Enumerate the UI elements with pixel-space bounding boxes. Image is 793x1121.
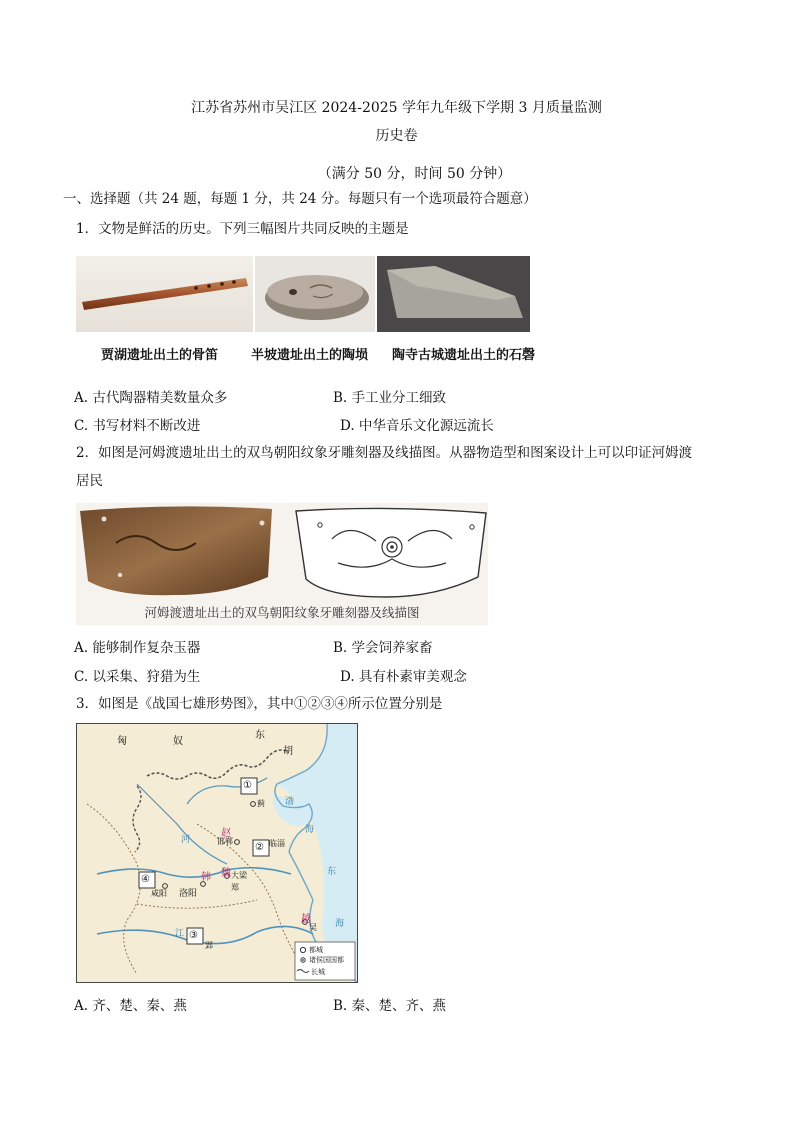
map-label-luoyang: 洛阳 [179,889,198,899]
map-label-ji: 蓟 [257,799,265,808]
map-label-hai-2: 海 [335,919,345,929]
map-label-dong-sea: 东 [327,867,337,877]
stone-chime-image [377,256,530,332]
legend-state-capital: 诸侯国国都 [309,956,344,964]
map-label-river: 河 [181,835,191,845]
map-label-nu: 奴 [173,736,183,747]
q3-option-a[interactable]: A. 齐、楚、秦、燕 [74,998,187,1014]
map-marker-1: ① [243,780,252,791]
map-label-xianyang: 咸阳 [151,889,167,898]
question-2-image-caption: 河姆渡遗址出土的双鸟朝阳纹象牙雕刻器及线描图 [144,605,420,620]
map-label-hann: 韩 [201,872,211,883]
map-label-daliang: 大梁 [231,871,247,880]
map-marker-4: ④ [141,874,150,885]
question-3-stem: 3．如图是《战国七雄形势图》，其中①②③④所示位置分别是 [76,696,443,712]
question-2-stem-line2: 居民 [76,473,103,489]
q3-option-b[interactable]: B. 秦、楚、齐、燕 [333,998,447,1014]
warring-states-map [76,723,358,983]
score-time: （满分 50 分，时间 50 分钟） [317,166,512,182]
q1-option-b[interactable]: B. 手工业分工细致 [333,390,447,406]
legend-great-wall: 长城 [311,968,325,976]
caption-stone-chime: 陶寺古城遗址出土的石磬 [392,348,536,363]
map-label-handan: 邯郸 [217,837,233,846]
map-label-zheng: 郑 [231,883,239,892]
question-1-stem: 1．文物是鲜活的历史。下列三幅图片共同反映的主题是 [76,221,409,237]
map-label-yue: 越 [301,914,311,925]
q2-option-b[interactable]: B. 学会饲养家畜 [333,640,433,656]
question-1-images [76,256,530,332]
map-label-hu: 胡 [283,746,293,757]
section-heading: 一、选择题（共 24 题，每题 1 分，共 24 分。每题只有一个选项最符合题意） [63,191,537,207]
question-2-image [76,503,488,625]
legend-capital: 都城 [309,946,323,954]
caption-pottery-xun: 半坡遗址出土的陶埙 [251,348,369,363]
q1-option-a[interactable]: A. 古代陶器精美数量众多 [74,390,228,406]
map-label-bo: 渤 [285,797,295,807]
q1-option-c[interactable]: C. 书写材料不断改进 [74,418,201,434]
map-label-hai-1: 海 [305,825,315,835]
map-label-linzi: 临淄 [269,839,285,848]
map-marker-3: ③ [189,930,198,941]
pottery-xun-image [255,256,375,332]
exam-title: 江苏省苏州市吴江区 2024-2025 学年九年级下学期 3 月质量监测 [191,100,602,116]
map-label-ying: 郢 [205,941,213,950]
q2-option-c[interactable]: C. 以采集、狩猎为生 [74,669,201,685]
map-label-wu: 吴 [309,923,317,932]
q2-option-d[interactable]: D. 具有朴素审美观念 [340,669,467,685]
bone-flute-image [76,256,253,332]
q2-option-a[interactable]: A. 能够制作复杂玉器 [74,640,201,656]
map-label-xiongnu: 匈 [117,736,127,747]
map-marker-2: ② [255,842,264,853]
map-label-wei: 魏 [221,868,231,879]
exam-subtitle: 历史卷 [375,128,418,144]
caption-bone-flute: 贾湖遗址出土的骨笛 [101,348,219,363]
map-label-jiang: 江 [175,929,185,939]
question-2-stem-line1: 2．如图是河姆渡遗址出土的双鸟朝阳纹象牙雕刻器及线描图。从器物造型和图案设计上可以印证河姆渡 [76,445,693,461]
map-label-dong: 东 [255,730,265,741]
q1-option-d[interactable]: D. 中华音乐文化源远流长 [340,418,494,434]
map-label-zhao: 赵 [221,828,231,839]
